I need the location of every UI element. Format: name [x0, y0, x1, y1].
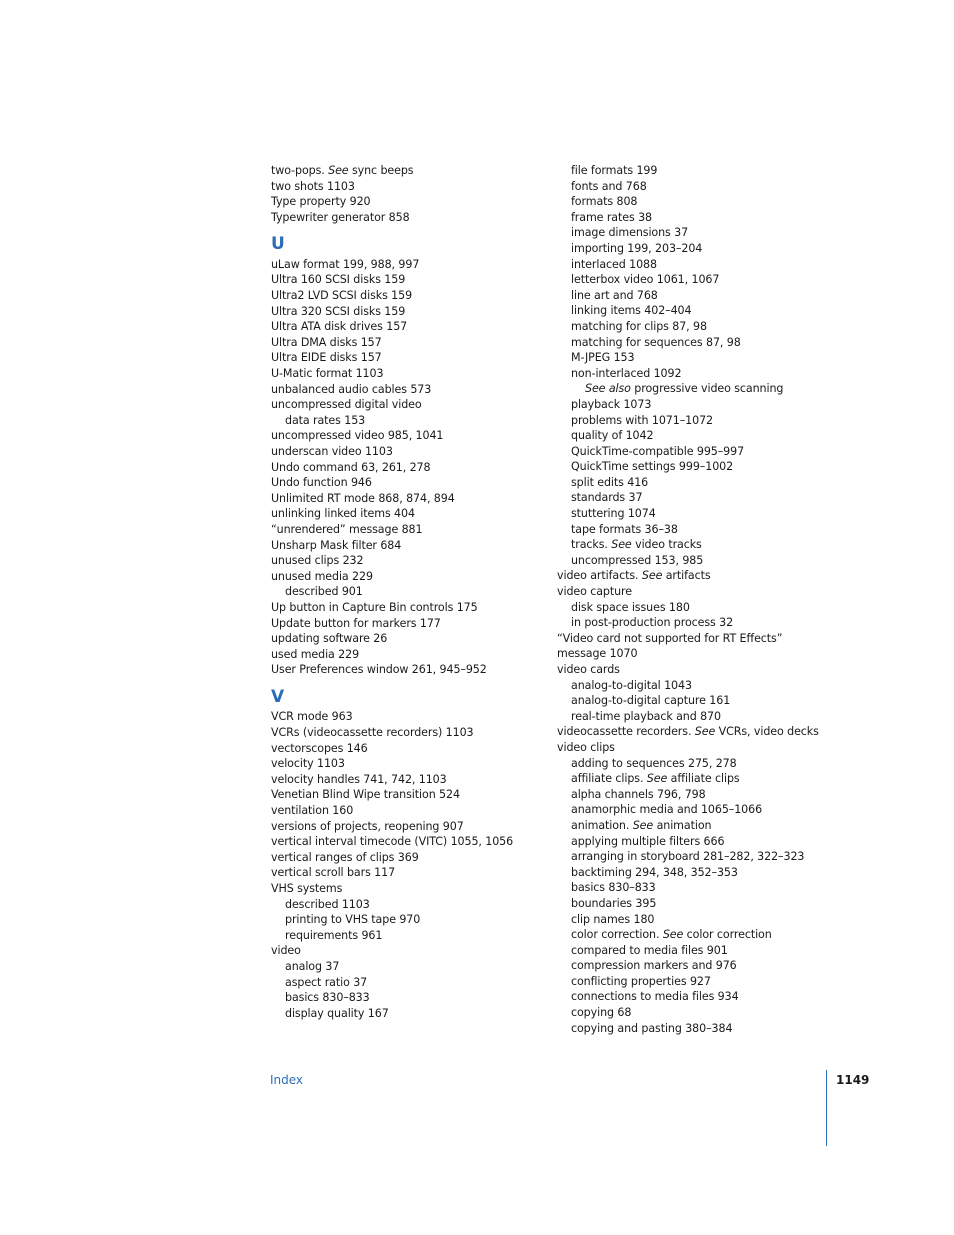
entry-text: Up button in Capture Bin controls 175 — [271, 600, 478, 614]
index-subentry — [557, 490, 857, 506]
index-subentry — [557, 958, 857, 974]
entry-text: affiliate clips — [667, 772, 740, 786]
index-subentry — [557, 194, 857, 210]
entry-text: data rates 153 — [285, 413, 366, 427]
index-entry — [271, 272, 551, 288]
entry-text: connections to media files 934 — [571, 990, 739, 1004]
index-subentry — [557, 849, 857, 865]
entry-text: User Preferences window 261, 945–952 — [271, 663, 487, 677]
index-entry — [271, 772, 551, 788]
index-subentry — [271, 928, 551, 944]
entry-text: requirements 961 — [285, 928, 383, 942]
index-subentry — [271, 990, 551, 1006]
see-reference: See — [632, 818, 654, 832]
index-subentry — [557, 537, 857, 553]
see-reference: See — [328, 164, 349, 177]
index-entry — [271, 756, 551, 772]
entry-text: U-Matic format 1103 — [271, 367, 384, 381]
entry-text: two shots 1103 — [271, 179, 355, 193]
entry-text: real-time playback and 870 — [571, 709, 721, 723]
entry-text: unused clips 232 — [271, 554, 364, 568]
entry-text: described 901 — [285, 585, 363, 599]
index-entry — [557, 646, 857, 662]
entry-text: video capture — [557, 585, 632, 599]
entry-text: non-interlaced 1092 — [571, 366, 682, 380]
index-entry — [271, 288, 551, 304]
entry-text: formats 808 — [571, 195, 638, 209]
see-reference: See — [694, 725, 716, 739]
index-subentry — [271, 975, 551, 991]
entry-text: vertical scroll bars 117 — [271, 866, 396, 880]
index-entry — [271, 304, 551, 320]
entry-text: image dimensions 37 — [571, 226, 689, 240]
index-subentry — [557, 428, 857, 444]
entry-text: ventilation 160 — [271, 803, 354, 817]
index-entry — [271, 538, 551, 554]
entry-text: velocity handles 741, 742, 1103 — [271, 772, 447, 786]
entry-text: used media 229 — [271, 647, 360, 661]
index-subentry — [557, 350, 857, 366]
index-subentry — [557, 834, 857, 850]
index-entry — [271, 179, 551, 195]
entry-text: animation. — [571, 818, 633, 832]
entry-text: Type property 920 — [271, 195, 371, 209]
entry-text: video tracks — [631, 538, 702, 552]
index-entry — [557, 740, 857, 756]
entry-text: file formats 199 — [571, 164, 658, 177]
index-subentry — [557, 989, 857, 1005]
entry-text: videocassette recorders. — [557, 725, 695, 739]
entry-text: unused media 229 — [271, 569, 373, 583]
index-column-left — [271, 163, 551, 1021]
index-entry — [271, 210, 551, 226]
index-subentry — [557, 225, 857, 241]
entry-text: fonts and 768 — [571, 179, 647, 193]
entry-text: uncompressed video 985, 1041 — [271, 429, 444, 443]
entry-text: analog 37 — [285, 959, 340, 973]
index-entry — [271, 600, 551, 616]
entry-text: QuickTime-compatible 995–997 — [571, 444, 745, 458]
entry-text: two-pops. — [271, 164, 329, 177]
index-entry — [271, 257, 551, 273]
index-subentry — [557, 943, 857, 959]
entry-text: underscan video 1103 — [271, 445, 393, 458]
entry-text: stuttering 1074 — [571, 507, 656, 521]
entry-text: quality of 1042 — [571, 429, 654, 443]
index-subentry — [557, 522, 857, 538]
entry-text: unbalanced audio cables 573 — [271, 382, 432, 396]
index-entry — [271, 943, 551, 959]
entry-text: conflicting properties 927 — [571, 974, 711, 988]
footer-section-label: Index — [270, 1073, 304, 1087]
entry-text: Venetian Blind Wipe transition 524 — [271, 788, 460, 802]
entry-text: letterbox video 1061, 1067 — [571, 273, 720, 287]
entry-text: Ultra EIDE disks 157 — [271, 351, 382, 365]
entry-text: M-JPEG 153 — [571, 351, 635, 365]
entry-text: disk space issues 180 — [571, 600, 690, 614]
entry-text: Update button for markers 177 — [271, 616, 441, 630]
index-entry — [271, 382, 551, 398]
index-section-letter: U — [271, 234, 285, 255]
see-reference: See also — [585, 382, 631, 396]
index-entry — [271, 397, 551, 413]
index-subentry — [557, 413, 857, 429]
entry-text: line art and 768 — [571, 288, 658, 302]
index-subentry — [557, 615, 857, 631]
entry-text: video clips — [557, 740, 615, 754]
entry-text: display quality 167 — [285, 1006, 389, 1020]
index-subentry — [557, 896, 857, 912]
index-subentry — [557, 865, 857, 881]
index-entry — [557, 584, 857, 600]
index-entry — [557, 662, 857, 678]
index-subentry — [557, 912, 857, 928]
entry-text: Ultra2 LVD SCSI disks 159 — [271, 289, 413, 303]
index-entry — [271, 444, 551, 460]
index-subentry — [557, 678, 857, 694]
entry-text: unlinking linked items 404 — [271, 507, 415, 521]
index-subentry — [557, 319, 857, 335]
entry-text: aspect ratio 37 — [285, 975, 368, 989]
entry-text: importing 199, 203–204 — [571, 241, 703, 255]
see-reference: See — [662, 928, 684, 942]
index-subentry — [557, 880, 857, 896]
index-entry — [557, 568, 857, 584]
entry-text: basics 830–833 — [285, 991, 370, 1005]
index-column-right — [557, 163, 857, 1036]
see-reference: See — [646, 772, 668, 786]
index-subentry — [271, 1006, 551, 1022]
entry-text: Ultra ATA disk drives 157 — [271, 320, 408, 334]
index-entry — [271, 506, 551, 522]
entry-text: matching for sequences 87, 98 — [571, 335, 741, 349]
index-subentry — [557, 974, 857, 990]
index-entry — [271, 709, 551, 725]
index-entry — [557, 631, 857, 647]
index-subentry — [557, 303, 857, 319]
entry-text: Ultra DMA disks 157 — [271, 335, 382, 349]
index-entry — [271, 319, 551, 335]
index-entry — [271, 725, 551, 741]
entry-text: matching for clips 87, 98 — [571, 319, 707, 333]
index-subentry — [557, 553, 857, 569]
index-entry — [271, 163, 551, 179]
index-entry — [271, 865, 551, 881]
entry-text: progressive video scanning — [630, 382, 784, 396]
entry-text: compared to media files 901 — [571, 943, 728, 957]
entry-text: in post-production process 32 — [571, 616, 734, 630]
entry-text: vertical ranges of clips 369 — [271, 850, 419, 864]
index-entry — [271, 522, 551, 538]
index-entry — [271, 741, 551, 757]
index-entry — [271, 553, 551, 569]
index-subentry — [557, 257, 857, 273]
index-subentry — [557, 288, 857, 304]
index-entry — [271, 803, 551, 819]
entry-text: “Video card not supported for RT Effects” — [557, 631, 783, 645]
index-entry — [271, 834, 551, 850]
entry-text: Ultra 160 SCSI disks 159 — [271, 273, 406, 287]
index-subentry — [557, 771, 857, 787]
entry-text: clip names 180 — [571, 912, 655, 926]
entry-text: color correction. — [571, 928, 663, 942]
entry-text: video cards — [557, 663, 620, 676]
entry-text: velocity 1103 — [271, 757, 345, 771]
entry-text: updating software 26 — [271, 632, 388, 646]
entry-text: interlaced 1088 — [571, 257, 657, 271]
see-reference: See — [641, 569, 663, 583]
index-entry — [271, 787, 551, 803]
entry-text: artifacts — [662, 569, 711, 583]
index-subentry — [271, 897, 551, 913]
entry-text: tape formats 36–38 — [571, 522, 678, 536]
entry-text: VCR mode 963 — [271, 710, 353, 724]
entry-text: Typewriter generator 858 — [271, 210, 410, 224]
index-subentry — [271, 959, 551, 975]
entry-text: Unlimited RT mode 868, 874, 894 — [271, 491, 455, 505]
entry-text: backtiming 294, 348, 352–353 — [571, 865, 738, 879]
entry-text: problems with 1071–1072 — [571, 413, 713, 427]
index-subentry — [557, 272, 857, 288]
index-entry — [271, 460, 551, 476]
entry-text: standards 37 — [571, 491, 643, 505]
entry-text: applying multiple filters 666 — [571, 834, 725, 848]
entry-text: copying 68 — [571, 1006, 632, 1020]
entry-text: tracks. — [571, 538, 612, 552]
index-entry — [271, 194, 551, 210]
entry-text: adding to sequences 275, 278 — [571, 756, 737, 770]
index-subentry — [557, 397, 857, 413]
index-entry — [271, 569, 551, 585]
footer-divider — [826, 1070, 827, 1146]
index-subentry — [271, 912, 551, 928]
entry-text: printing to VHS tape 970 — [285, 913, 421, 927]
entry-text: “unrendered” message 881 — [271, 522, 423, 536]
index-subentry — [557, 335, 857, 351]
entry-text: linking items 402–404 — [571, 304, 692, 318]
index-entry — [271, 881, 551, 897]
index-subentry — [557, 1021, 857, 1037]
entry-text: boundaries 395 — [571, 896, 657, 910]
entry-text: uncompressed 153, 985 — [571, 553, 704, 567]
entry-text: Undo function 946 — [271, 476, 372, 490]
index-subentry — [557, 444, 857, 460]
index-entry — [271, 475, 551, 491]
index-entry — [271, 491, 551, 507]
entry-text: sync beeps — [348, 164, 414, 177]
index-entry — [271, 350, 551, 366]
entry-text: vertical interval timecode (VITC) 1055, 1056 — [271, 835, 514, 849]
entry-text: versions of projects, reopening 907 — [271, 819, 464, 833]
index-entry — [271, 819, 551, 835]
entry-text: uLaw format 199, 988, 997 — [271, 257, 420, 271]
entry-text: analog-to-digital capture 161 — [571, 694, 731, 708]
entry-text: Unsharp Mask filter 684 — [271, 538, 402, 552]
index-subentry — [557, 381, 857, 397]
entry-text: VHS systems — [271, 881, 343, 895]
index-subentry — [557, 459, 857, 475]
entry-text: video artifacts. — [557, 569, 642, 583]
entry-text: split edits 416 — [571, 475, 649, 489]
index-entry — [271, 366, 551, 382]
index-subentry — [557, 818, 857, 834]
index-subentry — [557, 693, 857, 709]
index-subentry — [557, 927, 857, 943]
index-subentry — [557, 709, 857, 725]
index-subentry — [557, 756, 857, 772]
index-section-letter: V — [271, 686, 285, 707]
index-subentry — [557, 475, 857, 491]
entry-text: message 1070 — [557, 647, 638, 661]
index-subentry — [557, 1005, 857, 1021]
entry-text: video — [271, 944, 301, 958]
entry-text: Ultra 320 SCSI disks 159 — [271, 304, 406, 318]
index-subentry — [557, 163, 857, 179]
entry-text: animation — [653, 818, 712, 832]
entry-text: analog-to-digital 1043 — [571, 678, 692, 692]
entry-text: affiliate clips. — [571, 772, 647, 786]
entry-text: playback 1073 — [571, 397, 652, 411]
entry-text: basics 830–833 — [571, 881, 656, 895]
entry-text: VCRs, video decks — [715, 725, 819, 739]
entry-text: compression markers and 976 — [571, 959, 737, 973]
index-entry — [557, 724, 857, 740]
entry-text: anamorphic media and 1065–1066 — [571, 803, 763, 817]
page-number: 1149 — [836, 1073, 870, 1087]
index-subentry — [557, 241, 857, 257]
entry-text: alpha channels 796, 798 — [571, 787, 706, 801]
entry-text: color correction — [683, 928, 772, 942]
index-subentry — [557, 366, 857, 382]
see-reference: See — [611, 538, 632, 552]
index-subentry — [271, 413, 551, 429]
entry-text: QuickTime settings 999–1002 — [571, 460, 734, 474]
index-subentry — [557, 506, 857, 522]
index-subentry — [557, 179, 857, 195]
index-entry — [271, 662, 551, 678]
index-subentry — [557, 787, 857, 803]
index-entry — [271, 631, 551, 647]
index-subentry — [271, 584, 551, 600]
entry-text: frame rates 38 — [571, 210, 652, 224]
index-subentry — [557, 600, 857, 616]
entry-text: described 1103 — [285, 897, 370, 911]
entry-text: VCRs (videocassette recorders) 1103 — [271, 726, 474, 739]
index-entry — [271, 647, 551, 663]
index-entry — [271, 850, 551, 866]
entry-text: Undo command 63, 261, 278 — [271, 460, 431, 474]
index-subentry — [557, 210, 857, 226]
entry-text: vectorscopes 146 — [271, 741, 368, 755]
entry-text: uncompressed digital video — [271, 398, 422, 412]
index-entry — [271, 335, 551, 351]
index-entry — [271, 428, 551, 444]
entry-text: copying and pasting 380–384 — [571, 1021, 733, 1035]
entry-text: arranging in storyboard 281–282, 322–323 — [571, 850, 805, 864]
index-entry — [271, 616, 551, 632]
index-subentry — [557, 802, 857, 818]
